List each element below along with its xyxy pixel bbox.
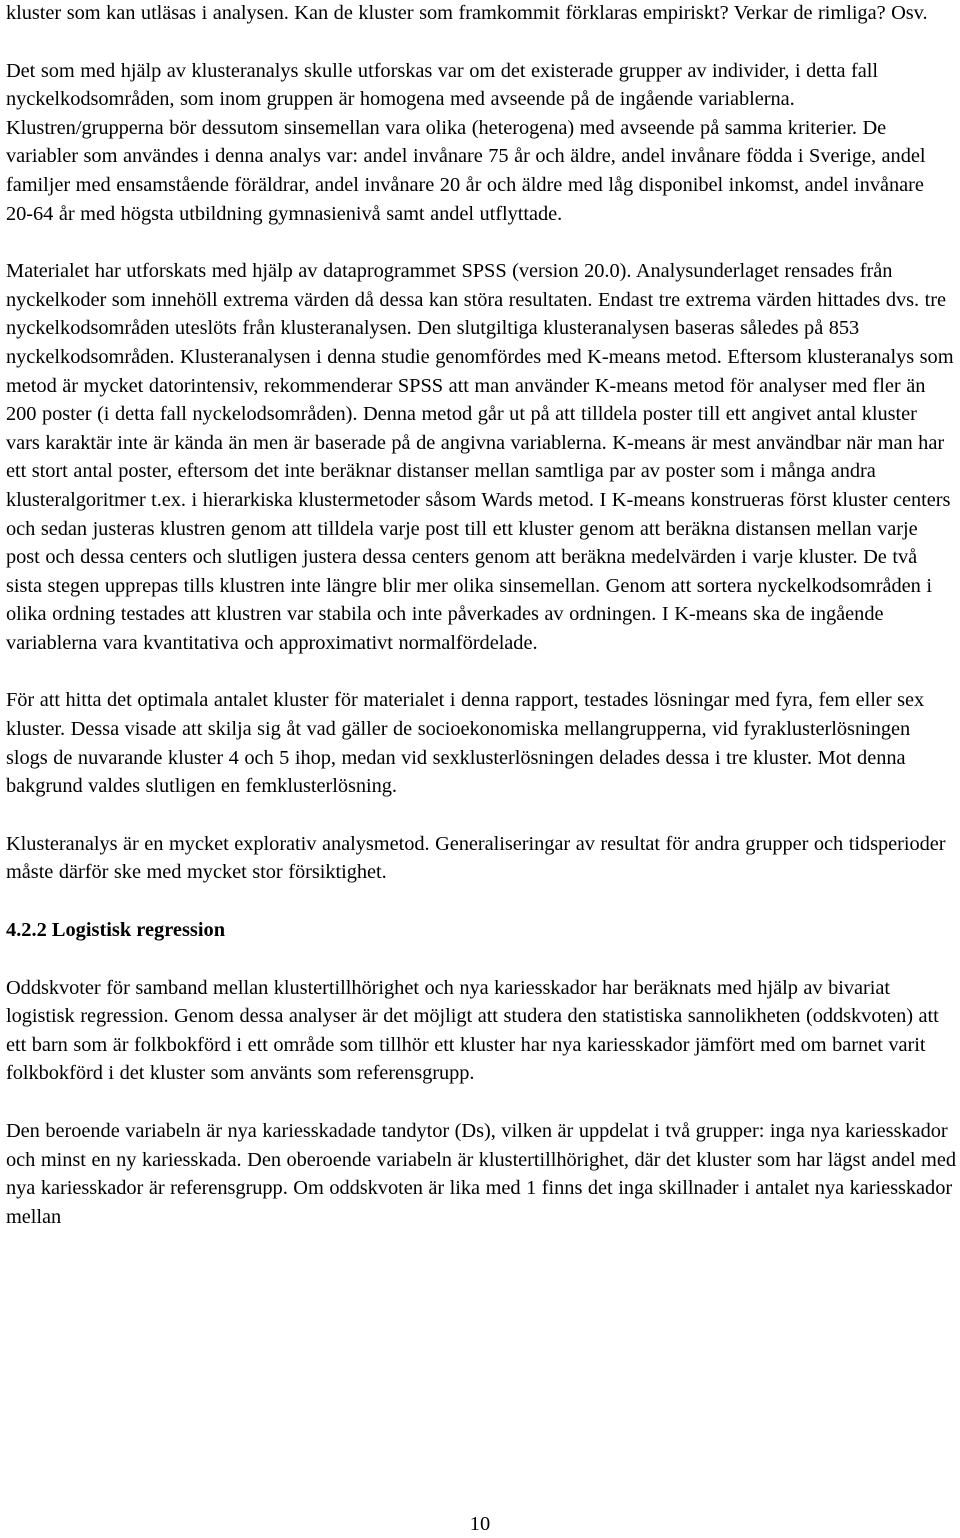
paragraph-odds-ratios: Oddskvoter för samband mellan klustertillhörighet och nya kariesskador har beräknats med hjälp av bivariat logistisk regression. Genom dessa analyser är det möjligt att studera den statistiska sannolikheten (oddskvoten) att ett barn som är folkbokförd i ett område som tillhör ett kluster har nya kariesskador jämfört med om barnet varit folkbokförd i det kluster som använts som referensgrupp. [6,976,939,1085]
paragraph-method: Materialet har utforskats med hjälp av dataprogrammet SPSS (version 20.0). Analysunderlaget rensades från nyckelkoder som innehöll extrema värden då dessa kan störa resultaten. Endast tre extrema värden hittades dvs. tre nyckelkodsområden uteslöts från klusteranalysen. Den slutgiltiga klusteranalysen baseras således på 853 nyckelkodsområden. Klusteranalysen i denna studie genomfördes med K-means metod. Eftersom klusteranalys som metod är mycket datorintensiv, rekommenderar SPSS att man använder K-means metod för analyser med fler än 200 poster (i detta fall nyckelodsområden). Denna metod går ut på att tilldela poster till ett angivet antal kluster vars karaktär inte är kända än men är baserade på de angivna variablerna. K-means är mest användbar när man har ett stort antal poster, eftersom det inte beräknar distanser mellan samtliga par av poster som i många andra klusteralgoritmer t.ex. i hierarkiska klustermetoder såsom Wards metod. I K-means konstrueras först kluster centers och sedan justeras klustren genom att tilldela varje post till ett kluster genom att beräkna distansen mellan varje post och dessa centers och slutligen justera dessa centers genom att beräkna medelvärden i varje kluster. De två sista stegen upprepas tills klustren inte längre blir mer olika sinsemellan. Genom att sortera nyckelkodsområden i olika ordning testades att klustren var stabila och inte påverkades av ordningen. I K-means ska de ingående variablerna vara kvantitativa och approximativt normalfördelade. [6,260,954,654]
paragraph-explorative: Klusteranalys är en mycket explorativ analysmetod. Generaliseringar av resultat för andra grupper och tidsperioder måste därför ske med mycket stor försiktighet. [6,832,946,884]
paragraph-cluster-purpose: Det som med hjälp av klusteranalys skulle utforskas var om det existerade grupper av individer, i detta fall nyckelkodsområden, som inom gruppen är homogena med avseende på de ingående variablerna. Klustren/grupperna bör dessutom sinsemellan vara olika (heterogena) med avseende på samma kriterier. De variabler som användes i denna analys var: andel invånare 75 år och äldre, andel invånare födda i Sverige, andel familjer med ensamstående föräldrar, andel invånare 20 år och äldre med låg disponibel inkomst, andel invånare 20-64 år med högsta utbildning gymnasienivå samt andel utflyttade. [6,59,926,225]
paragraph-dependent-variable: Den beroende variabeln är nya kariesskadade tandytor (Ds), vilken är uppdelat i två grupper: inga nya kariesskador och minst en ny kariesskada. Den oberoende variabeln är klustertillhörighet, där det kluster som har lägst andel med nya kariesskador är referensgrupp. Om oddskvoten är lika med 1 finns det inga skillnader i antalet nya kariesskador mellan [6,1120,957,1228]
section-heading: 4.2.2 Logistisk regression [6,919,226,942]
page-number: 10 [469,1513,491,1535]
paragraph-cluster-intro: kluster som kan utläsas i analysen. Kan de kluster som framkommit förklaras empiriskt? Verkar de rimliga? Osv. [6,2,928,24]
document-page [6,0,956,1231]
paragraph-optimal-clusters: För att hitta det optimala antalet kluster för materialet i denna rapport, testades lösningar med fyra, fem eller sex kluster. Dessa visade att skilja sig åt vad gäller de socioekonomiska mellangrupperna, vid fyraklusterlösningen slogs de nuvarande kluster 4 och 5 ihop, medan vid sexklusterlösningen delades dessa i tre kluster. Mot denna bakgrund valdes slutligen en femklusterlösning. [6,689,925,798]
